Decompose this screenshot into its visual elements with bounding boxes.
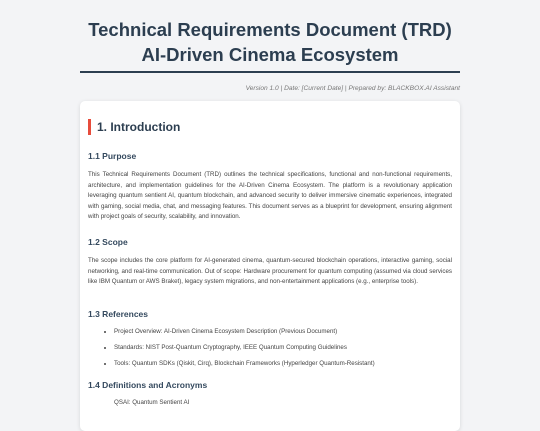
section-title: 1. Introduction <box>88 119 180 135</box>
references-list <box>88 327 454 376</box>
references-heading: 1.3 References <box>88 309 149 319</box>
document-meta: Version 1.0 | Date: [Current Date] | Prepared by: BLACKBOX.AI Assistant <box>245 85 460 92</box>
scope-heading: 1.2 Scope <box>88 237 128 247</box>
purpose-paragraph: This Technical Requirements Document (TRD) outlines the technical specifications, functional and non-functional requirements, architecture, and implementation guidelines for the AI-Driven Cinema Ecosystem. The platform is a revolutionary application leveraging quantum sentient AI, quantum blockchain, and advanced security to deliver immersive cinematic experiences, integrated with gaming, social media, chat, and messaging features. This document serves as a blueprint for development, ensuring alignment with project goals of security, scalability, and innovation. <box>88 171 452 221</box>
purpose-heading: 1.1 Purpose <box>88 151 137 161</box>
document-header <box>0 0 540 67</box>
list-item: • Standards: NIST Post-Quantum Cryptography, IEEE Quantum Computing Guidelines <box>114 343 454 352</box>
document-title: Technical Requirements Document (TRD) <box>88 19 452 40</box>
header-divider <box>80 71 460 73</box>
list-item: • Project Overview: AI-Driven Cinema Ecosystem Description (Previous Document) <box>114 327 454 336</box>
document-subtitle: AI-Driven Cinema Ecosystem <box>141 44 399 65</box>
scope-paragraph: The scope includes the core platform for AI-generated cinema, quantum-secured blockchain operations, interactive gaming, social networking, and real-time communication. Out of scope: Hardware procurement for quantum computing (assumed via cloud services like IBM Quantum or AWS Braket), legacy system migrations, and non-entertainment applications (e.g., enterprise tools). <box>88 257 452 286</box>
list-item: • Tools: Quantum SDKs (Qiskit, Cirq), Blockchain Frameworks (Hyperledger Quantum-Resistant) <box>114 359 454 368</box>
section-card <box>80 101 460 431</box>
definitions-item: QSAI: Quantum Sentient AI <box>114 399 190 406</box>
definitions-heading: 1.4 Definitions and Acronyms <box>88 380 208 390</box>
